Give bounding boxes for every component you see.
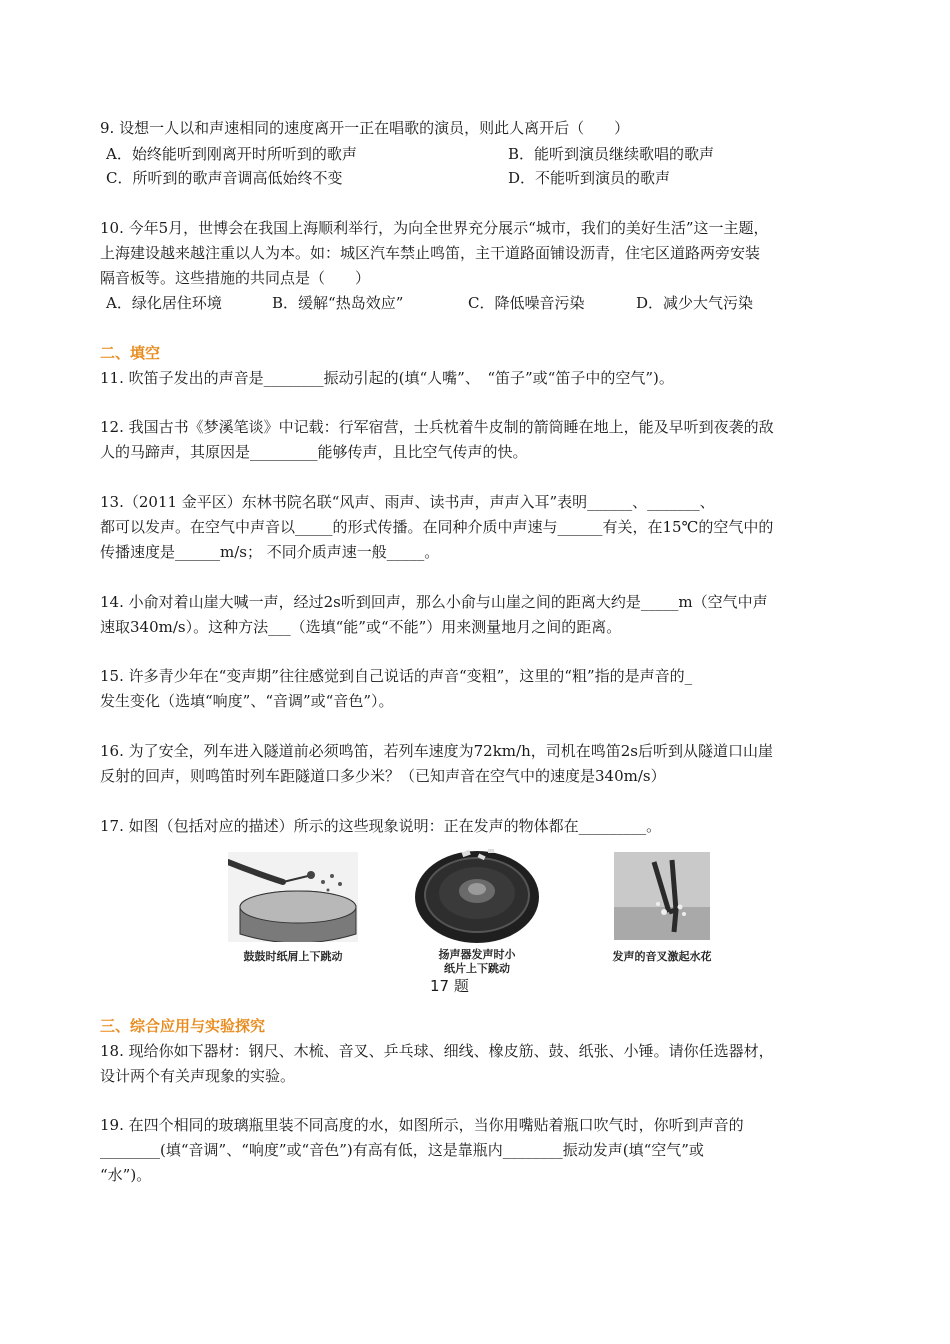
q16-line-2: 反射的回声，则鸣笛时列车距隧道口多少米？（已知声音在空气中的速度是340m/s） [100,767,666,785]
q15-line-2: 发生变化（选填“响度”、“音调”或“音色”）。 [100,692,394,710]
tuning-fork-illustration [614,852,710,940]
q9-option-d: D．不能听到演员的歌声 [508,169,671,187]
drum-caption: 鼓鼓时纸屑上下跳动 [243,950,343,963]
q19-line-1: 19. 在四个相同的玻璃瓶里装不同高度的水，如图所示，当你用嘴贴着瓶口吹气时，你听到声音的 [100,1116,744,1134]
q13-line-3: 传播速度是______m/s； 不同介质声速一般_____。 [100,543,440,561]
q10-option-d: D．减少大气污染 [636,294,754,312]
q19-line-3: “水”)。 [100,1166,152,1184]
speaker-illustration [412,845,542,945]
speaker-caption-line-2: 纸片上下跳动 [444,962,510,975]
q9-option-c: C．所听到的歌声音调高低始终不变 [106,169,343,187]
q9-option-b: B．能听到演员继续歌唱的歌声 [508,145,715,163]
section-application-heading: 三、综合应用与实验探究 [100,1017,266,1035]
q13-line-1: 13.（2011 金平区）东林书院名联“风声、雨声、读书声，声声入耳”表明______、_______、 [100,493,715,511]
q14-line-2: 速取340m/s）。这种方法___（选填“能”或“不能”）用来测量地月之间的距离。 [100,618,622,636]
speaker-icon [412,845,542,945]
q16-line-1: 16. 为了安全，列车进入隧道前必须鸣笛，若列车速度为72km/h，司机在鸣笛2s后听到从隧道口山崖 [100,742,773,760]
tuning-fork-icon [614,852,710,940]
q10-line-3: 隔音板等。这些措施的共同点是（ ） [100,269,371,287]
q15-line-1: 15. 许多青少年在“变声期”往往感觉到自己说话的声音“变粗”，这里的“粗”指的是声音的_ [100,667,693,685]
q19-line-2: ________(填“音调”、“响度”或“音色”)有高有低，这是靠瓶内________振动发声(填“空气”或 [100,1141,704,1159]
q17-stem: 17. 如图（包括对应的描述）所示的这些现象说明：正在发声的物体都在_________。 [100,817,662,835]
q12-line-1: 12. 我国古书《梦溪笔谈》中记载：行军宿营，士兵枕着牛皮制的箭筒睡在地上，能及早听到夜袭的敌 [100,418,774,436]
q11: 11. 吹笛子发出的声音是________振动引起的(填“人嘴”、 “笛子”或“笛子中的空气”)。 [100,369,674,387]
q9-stem: 9. 设想一人以和声速相同的速度离开一正在唱歌的演员，则此人离开后（ ） [100,119,630,137]
fork-caption: 发声的音叉激起水花 [612,950,712,963]
q13-line-2: 都可以发声。在空气中声音以_____的形式传播。在同种介质中声速与______有关，在15℃的空气中的 [100,518,774,536]
drum-illustration [228,852,358,942]
q10-option-a: A．绿化居住环境 [106,294,222,312]
drum-icon [228,852,358,942]
q9-option-a: A．始终能听到刚离开时所听到的歌声 [106,145,357,163]
q10-option-b: B．缓解“热岛效应” [272,294,404,312]
q18-line-1: 18. 现给你如下器材：钢尺、木梳、音叉、乒乓球、细线、橡皮筋、鼓、纸张、小锤。请你任选器材， [100,1042,774,1060]
q10-option-c: C．降低噪音污染 [468,294,585,312]
section-fill-in-heading: 二、填空 [100,344,161,362]
speaker-caption-line-1: 扬声器发声时小 [438,948,516,961]
q10-line-1: 10. 今年5月，世博会在我国上海顺利举行，为向全世界充分展示“城市，我们的美好生活”这一主题， [100,219,769,237]
q14-line-1: 14. 小俞对着山崖大喊一声，经过2s听到回声，那么小俞与山崖之间的距离大约是_____m（空气中声 [100,593,768,611]
figure-17-label: 17 题 [430,977,469,995]
q10-line-2: 上海建设越来越注重以人为本。如：城区汽车禁止鸣笛，主干道路面铺设沥青，住宅区道路两旁安装 [100,244,761,262]
q18-line-2: 设计两个有关声现象的实验。 [100,1067,296,1085]
q12-line-2: 人的马蹄声，其原因是_________能够传声，且比空气传声的快。 [100,443,528,461]
